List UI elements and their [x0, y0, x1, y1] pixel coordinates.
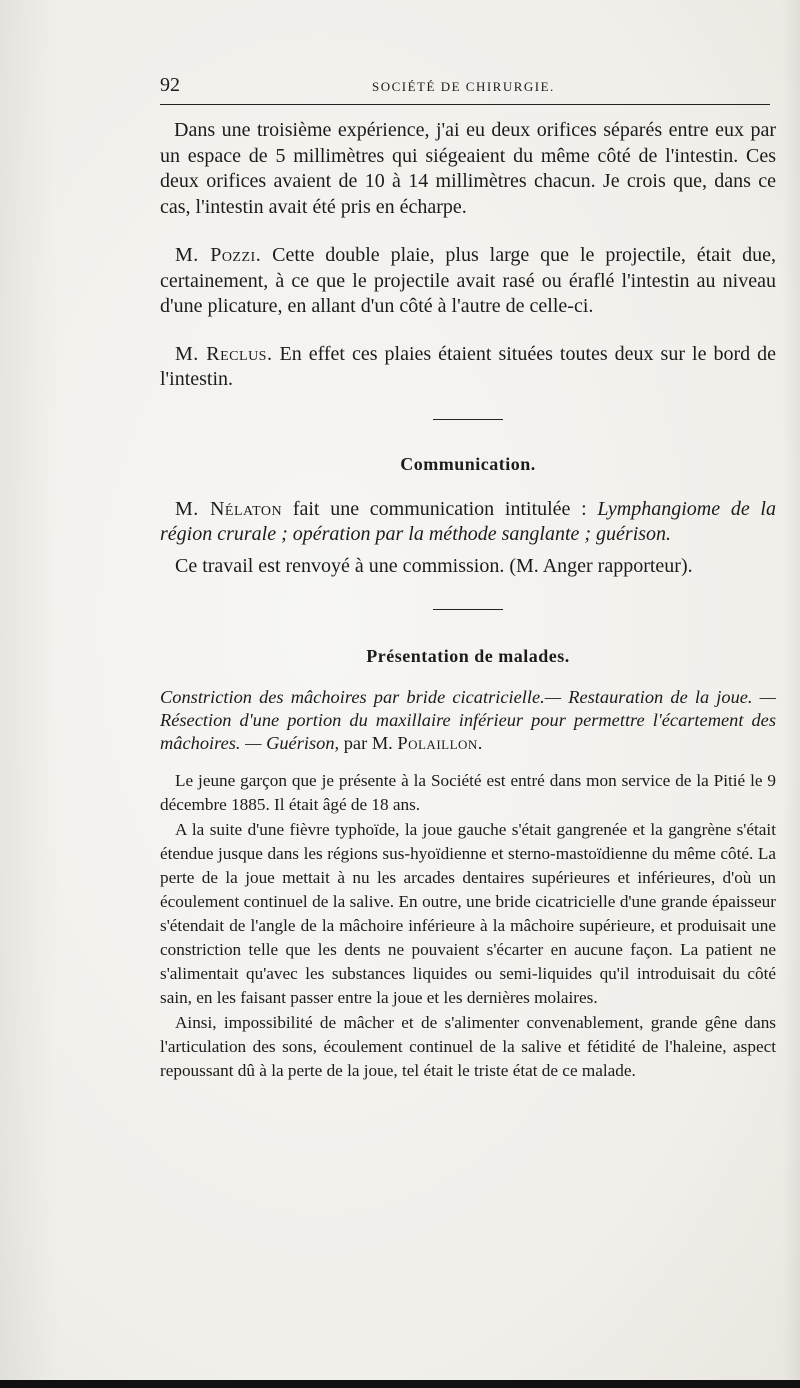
header-rule: [160, 104, 770, 105]
paragraph-text: Ce travail est renvoyé à une commission. (M. Anger rapporteur).: [175, 554, 693, 577]
speaker-name: M. Reclus.: [175, 342, 273, 365]
case-author: Polaillon.: [397, 733, 483, 753]
speaker-name: M. Nélaton: [175, 497, 283, 520]
paragraph-text: fait une communication intitulée :: [282, 497, 598, 520]
case-heading-by: par M.: [339, 733, 398, 753]
speaker-name: M. Pozzi.: [175, 244, 262, 266]
section-title-communication: Communication.: [400, 453, 536, 474]
section-separator: [433, 419, 503, 420]
paragraph-text: Dans une troisième expérience, j'ai eu deux orifices séparés entre eux par un espace de 5 millimètres qui siégeaient du même côté de l'intestin. Ces deux orifices avaient de 10 à 14 millimètres chacun. Je crois que, dans ce cas, l'intestin avait été pris en écharpe.: [160, 119, 776, 218]
paragraph-text: Le jeune garçon que je présente à la Société est entré dans mon service de la Pitié le 9 décembre 1885. Il était âgé de 18 ans.: [160, 771, 776, 814]
paragraph-pozzi: [160, 243, 776, 320]
paragraph-commission: [160, 554, 776, 580]
scan-border: [0, 1380, 800, 1388]
running-head: SOCIÉTÉ DE CHIRURGIE.: [372, 79, 555, 94]
page-shadow: [0, 0, 60, 1388]
page-header: [160, 74, 770, 104]
paragraph-case-intro: [160, 769, 776, 817]
case-heading: [160, 686, 776, 755]
paragraph-reclus: [160, 342, 776, 393]
paragraph-text: Ainsi, impossibilité de mâcher et de s'alimenter convenablement, grande gêne dans l'articulation des sons, écoulement continuel de la salive et fétidité de l'haleine, aspect repoussant dû à la perte de la joue, tel était le triste état de ce malade.: [160, 1013, 776, 1080]
case-heading-text: Constriction des mâchoires par bride cicatricielle.— Restauration de la joue. — Résection d'une portion du maxillaire inférieur pour permettre l'écartement des mâchoires. — Guérison,: [160, 687, 776, 753]
page-content: [160, 118, 776, 1083]
communication-title: Lymphangiome de la région crurale ; opération par la méthode sanglante ; guérison.: [160, 497, 776, 545]
section-separator: [433, 609, 503, 610]
paragraph-text: En effet ces plaies étaient situées toutes deux sur le bord de l'intestin.: [160, 342, 776, 390]
paragraph-case-summary: [160, 1011, 776, 1083]
paragraph-nelaton: [160, 497, 776, 548]
paragraph-case-history: [160, 818, 776, 1010]
page-number: 92: [160, 74, 180, 96]
page-edge: [782, 0, 800, 1388]
paragraph-text: Cette double plaie, plus large que le projectile, était due, certainement, à ce que le projectile avait rasé ou éraflé l'intestin au niveau d'une plicature, en allant d'un côté à l'autre de celle-ci.: [160, 244, 776, 317]
paragraph-text: A la suite d'une fièvre typhoïde, la joue gauche s'était gangrenée et la gangrène s'était étendue jusque dans les régions sus-hyoïdienne et sterno-mastoïdienne du même côté. La perte de la joue mettait à nu les arcades dentaires supérieures et inférieures, d'où un écoulement continuel de la salive. En outre, une bride cicatricielle d'une grande épaisseur s'étendait de l'angle de la mâchoire inférieure à la mâchoire supérieure, et produisait une constriction telle que les dents ne pouvaient s'écarter en aucune façon. La patient ne s'alimentait qu'avec les substances liquides ou semi-liquides qu'il introduisait du côté sain, en les faisant passer entre la joue et les dernières molaires.: [160, 820, 776, 1007]
section-title-presentation: Présentation de malades.: [366, 646, 570, 666]
paragraph-experience: [160, 118, 776, 220]
